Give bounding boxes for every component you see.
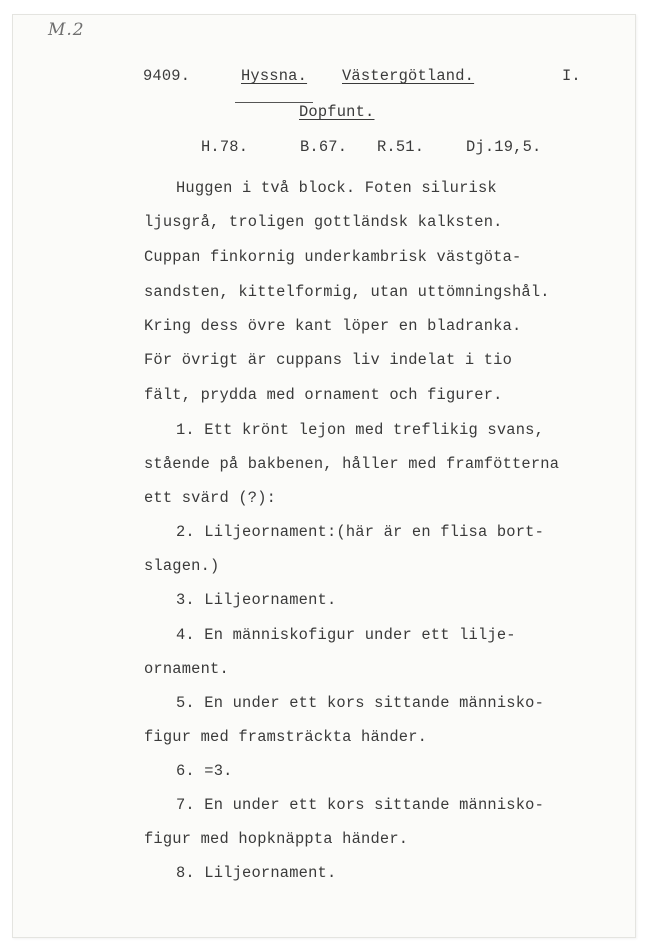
text-line: figur med hopknäppta händer. bbox=[144, 830, 409, 848]
province-name: Västergötland. bbox=[342, 67, 475, 85]
corner-mark: M.2 bbox=[48, 20, 85, 40]
list-item: 2. Liljeornament:(här är en flisa bort- bbox=[176, 523, 544, 541]
text-line: fält, prydda med ornament och figurer. bbox=[144, 386, 503, 404]
text-line: stående på bakbenen, håller med framfötterna bbox=[144, 455, 560, 473]
list-item: 8. Liljeornament. bbox=[176, 864, 337, 882]
list-item: 6. =3. bbox=[176, 762, 233, 780]
dimension-height: H.78. bbox=[201, 138, 249, 156]
list-item: 5. En under ett kors sittande människo- bbox=[176, 694, 544, 712]
text-line: Huggen i två block. Foten silurisk bbox=[176, 179, 497, 197]
dimension-width: B.67. bbox=[300, 138, 348, 156]
text-line: slagen.) bbox=[144, 557, 220, 575]
text-line: Kring dess övre kant löper en bladranka. bbox=[144, 317, 522, 335]
object-title: Dopfunt. bbox=[299, 103, 375, 121]
text-line: Cuppan finkornig underkambrisk västgöta- bbox=[144, 248, 522, 266]
text-line: figur med framsträckta händer. bbox=[144, 728, 428, 746]
dimension-radius: R.51. bbox=[377, 138, 425, 156]
text-line: sandsten, kittelformig, utan uttömningshål. bbox=[144, 283, 550, 301]
list-item: 1. Ett krönt lejon med treflikig svans, bbox=[176, 421, 544, 439]
volume-number: I. bbox=[562, 67, 581, 85]
text-line: För övrigt är cuppans liv indelat i tio bbox=[144, 351, 512, 369]
list-item: 7. En under ett kors sittande människo- bbox=[176, 796, 544, 814]
text-line: ornament. bbox=[144, 660, 229, 678]
list-item: 4. En människofigur under ett lilje- bbox=[176, 626, 516, 644]
list-item: 3. Liljeornament. bbox=[176, 591, 337, 609]
text-line: ett svärd (?): bbox=[144, 489, 277, 507]
text-line: ljusgrå, troligen gottländsk kalksten. bbox=[144, 213, 503, 231]
dimension-diameter: Dj.19,5. bbox=[466, 138, 542, 156]
parish-name: Hyssna. bbox=[241, 67, 308, 85]
record-number: 9409. bbox=[143, 67, 191, 85]
